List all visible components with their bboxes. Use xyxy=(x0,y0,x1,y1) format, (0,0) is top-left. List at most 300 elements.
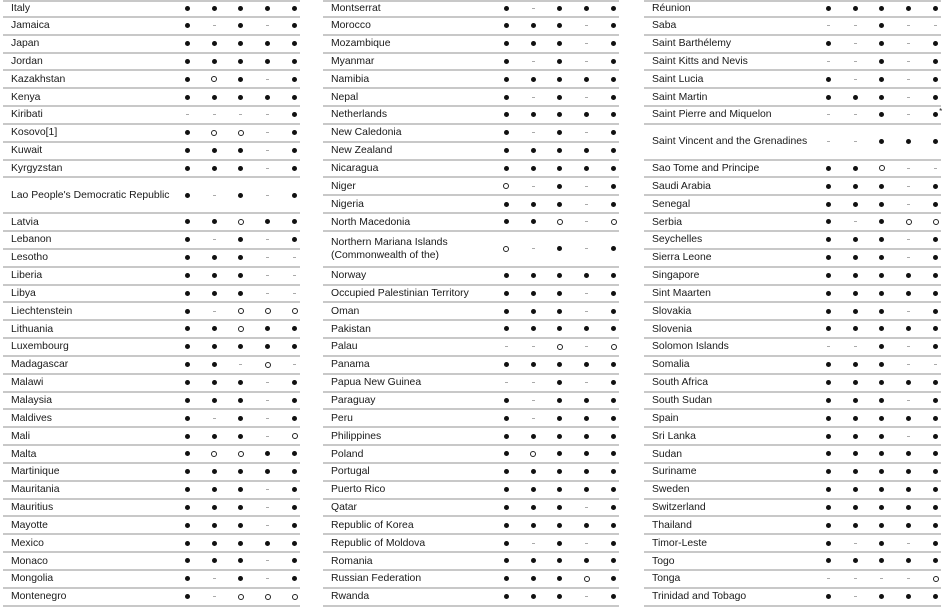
table-row xyxy=(323,143,619,161)
country-name: South Sudan xyxy=(652,394,713,406)
hollow-dot-icon xyxy=(292,433,298,439)
dash-icon xyxy=(266,239,269,240)
country-name: Saint Kitts and Nevis xyxy=(652,55,748,67)
status-cell xyxy=(842,91,869,104)
status-cell xyxy=(281,430,308,443)
status-cell xyxy=(281,55,308,68)
status-cell xyxy=(573,323,600,336)
status-cell xyxy=(842,483,869,496)
status-cell xyxy=(573,358,600,371)
filled-dot-icon xyxy=(504,202,509,207)
filled-dot-icon xyxy=(292,148,297,153)
filled-dot-icon xyxy=(504,95,509,100)
status-cell xyxy=(547,108,574,121)
filled-dot-icon xyxy=(504,594,509,599)
status-cell xyxy=(573,126,600,139)
table-row xyxy=(644,446,941,464)
status-cell xyxy=(547,2,574,15)
country-name: Nicaragua xyxy=(331,163,379,175)
country-name: Lebanon xyxy=(11,234,52,246)
filled-dot-icon xyxy=(584,6,589,11)
filled-dot-icon xyxy=(238,41,243,46)
country-name: New Caledonia xyxy=(331,127,402,139)
filled-dot-icon xyxy=(853,487,858,492)
table-row xyxy=(323,89,619,107)
filled-dot-icon xyxy=(611,487,616,492)
filled-dot-icon xyxy=(853,95,858,100)
status-cell xyxy=(869,340,896,353)
country-name: Monaco xyxy=(11,555,48,567)
filled-dot-icon xyxy=(826,398,831,403)
filled-dot-icon xyxy=(504,398,509,403)
status-cell xyxy=(228,430,255,443)
filled-dot-icon xyxy=(504,41,509,46)
status-cell xyxy=(254,144,281,157)
status-cell xyxy=(547,412,574,425)
dash-icon xyxy=(532,400,535,401)
table-row xyxy=(644,232,941,250)
filled-dot-icon xyxy=(238,558,243,563)
filled-dot-icon xyxy=(212,558,217,563)
filled-dot-icon xyxy=(557,273,562,278)
status-cell xyxy=(281,323,308,336)
status-cell xyxy=(281,91,308,104)
filled-dot-icon xyxy=(611,541,616,546)
status-cell xyxy=(547,162,574,175)
filled-dot-icon xyxy=(292,558,297,563)
status-cell xyxy=(869,376,896,389)
status-cell xyxy=(254,162,281,175)
status-cell xyxy=(201,412,228,425)
status-cell xyxy=(493,55,520,68)
filled-dot-icon xyxy=(933,95,938,100)
status-cell xyxy=(573,305,600,318)
status-cell xyxy=(600,465,627,478)
status-cell xyxy=(281,483,308,496)
status-cell xyxy=(520,144,547,157)
status-cell xyxy=(842,501,869,514)
dash-icon xyxy=(907,364,910,365)
status-cell xyxy=(895,340,922,353)
filled-dot-icon xyxy=(611,309,616,314)
table-row xyxy=(3,589,300,607)
filled-dot-icon xyxy=(933,326,938,331)
filled-dot-icon xyxy=(879,505,884,510)
dash-icon xyxy=(585,293,588,294)
filled-dot-icon xyxy=(212,344,217,349)
status-cell xyxy=(254,91,281,104)
status-cell xyxy=(493,2,520,15)
dash-icon xyxy=(585,507,588,508)
status-cell xyxy=(842,448,869,461)
filled-dot-icon xyxy=(238,6,243,11)
filled-dot-icon xyxy=(933,487,938,492)
filled-dot-icon xyxy=(185,344,190,349)
filled-dot-icon xyxy=(238,77,243,82)
filled-dot-icon xyxy=(185,416,190,421)
filled-dot-icon xyxy=(212,541,217,546)
hollow-dot-icon xyxy=(557,219,563,225)
filled-dot-icon xyxy=(853,469,858,474)
status-cell xyxy=(254,448,281,461)
status-cell xyxy=(869,412,896,425)
status-cell xyxy=(174,555,201,568)
status-cell xyxy=(815,73,842,86)
table-row xyxy=(3,286,300,304)
table-row xyxy=(644,535,941,553)
status-cell xyxy=(842,519,869,532)
hollow-dot-icon xyxy=(292,308,298,314)
dash-icon xyxy=(266,168,269,169)
status-cell xyxy=(493,73,520,86)
filled-dot-icon xyxy=(292,6,297,11)
status-cell xyxy=(520,412,547,425)
table-row xyxy=(644,464,941,482)
status-cell xyxy=(254,19,281,32)
status-cell xyxy=(869,73,896,86)
filled-dot-icon xyxy=(504,59,509,64)
table-row xyxy=(644,393,941,411)
status-cell xyxy=(281,376,308,389)
filled-dot-icon xyxy=(557,130,562,135)
status-cell xyxy=(520,323,547,336)
country-name: Tonga xyxy=(652,573,681,585)
country-name: Norway xyxy=(331,270,367,282)
table-row xyxy=(644,250,941,268)
dash-icon xyxy=(266,400,269,401)
status-cell xyxy=(174,537,201,550)
filled-dot-icon xyxy=(265,469,270,474)
filled-dot-icon xyxy=(853,6,858,11)
status-cell xyxy=(547,180,574,193)
status-cell xyxy=(600,216,627,229)
filled-dot-icon xyxy=(584,434,589,439)
filled-dot-icon xyxy=(906,139,911,144)
filled-dot-icon xyxy=(212,219,217,224)
filled-dot-icon xyxy=(504,487,509,492)
table-row xyxy=(644,54,941,72)
status-cell xyxy=(254,537,281,550)
dash-icon xyxy=(266,382,269,383)
status-cell xyxy=(573,340,600,353)
status-cell xyxy=(520,19,547,32)
filled-dot-icon xyxy=(504,541,509,546)
filled-dot-icon xyxy=(504,505,509,510)
filled-dot-icon xyxy=(238,487,243,492)
status-cell xyxy=(281,162,308,175)
filled-dot-icon xyxy=(611,326,616,331)
filled-dot-icon xyxy=(879,95,884,100)
filled-dot-icon xyxy=(212,59,217,64)
status-cell xyxy=(201,340,228,353)
dash-icon xyxy=(266,507,269,508)
filled-dot-icon xyxy=(292,416,297,421)
status-cell xyxy=(201,55,228,68)
filled-dot-icon xyxy=(212,523,217,528)
status-cell xyxy=(815,251,842,264)
filled-dot-icon xyxy=(238,255,243,260)
status-cell xyxy=(254,269,281,282)
dash-icon xyxy=(239,114,242,115)
status-cell xyxy=(254,73,281,86)
status-cell xyxy=(869,233,896,246)
status-cell xyxy=(174,126,201,139)
table-row xyxy=(323,589,619,607)
filled-dot-icon xyxy=(879,594,884,599)
filled-dot-icon xyxy=(879,541,884,546)
filled-dot-icon xyxy=(611,362,616,367)
hollow-dot-icon xyxy=(503,183,509,189)
filled-dot-icon xyxy=(611,505,616,510)
status-cell xyxy=(520,430,547,443)
filled-dot-icon xyxy=(185,576,190,581)
filled-dot-icon xyxy=(504,6,509,11)
status-cell xyxy=(895,55,922,68)
dash-icon xyxy=(266,195,269,196)
dash-icon xyxy=(213,114,216,115)
status-cell xyxy=(174,162,201,175)
status-cell xyxy=(600,323,627,336)
status-cell xyxy=(201,305,228,318)
status-cell xyxy=(842,394,869,407)
filled-dot-icon xyxy=(933,237,938,242)
hollow-dot-icon xyxy=(879,165,885,171)
filled-dot-icon xyxy=(826,416,831,421)
status-cell xyxy=(573,483,600,496)
status-cell xyxy=(842,135,869,148)
table-row xyxy=(3,18,300,36)
country-name: Saint Pierre and Miquelon xyxy=(652,109,772,121)
status-cell xyxy=(493,162,520,175)
status-cell xyxy=(895,430,922,443)
filled-dot-icon xyxy=(584,326,589,331)
status-cell xyxy=(600,180,627,193)
status-cell xyxy=(600,73,627,86)
filled-dot-icon xyxy=(504,434,509,439)
filled-dot-icon xyxy=(504,291,509,296)
status-cell xyxy=(201,233,228,246)
status-cell xyxy=(254,590,281,603)
filled-dot-icon xyxy=(933,451,938,456)
filled-dot-icon xyxy=(504,112,509,117)
status-cell xyxy=(922,198,945,211)
table-row xyxy=(3,357,300,375)
status-cell xyxy=(254,555,281,568)
filled-dot-icon xyxy=(933,416,938,421)
status-cell xyxy=(201,483,228,496)
status-cell xyxy=(547,323,574,336)
filled-dot-icon xyxy=(504,130,509,135)
status-cell xyxy=(493,126,520,139)
table-row xyxy=(644,125,941,161)
table-row xyxy=(323,36,619,54)
table-row xyxy=(3,125,300,143)
status-cell xyxy=(815,108,842,121)
status-cell xyxy=(493,358,520,371)
country-name: Republic of Korea xyxy=(331,519,414,531)
filled-dot-icon xyxy=(906,487,911,492)
status-cell xyxy=(842,323,869,336)
status-cell xyxy=(254,412,281,425)
filled-dot-icon xyxy=(826,166,831,171)
filled-dot-icon xyxy=(185,398,190,403)
dash-icon xyxy=(907,578,910,579)
country-name: Senegal xyxy=(652,198,691,210)
dash-icon xyxy=(854,79,857,80)
status-cell xyxy=(281,19,308,32)
status-cell xyxy=(815,305,842,318)
status-cell xyxy=(922,251,945,264)
dash-icon xyxy=(907,168,910,169)
filled-dot-icon xyxy=(504,23,509,28)
country-name: South Africa xyxy=(652,377,709,389)
filled-dot-icon xyxy=(292,130,297,135)
status-cell xyxy=(895,537,922,550)
country-name: Sierra Leone xyxy=(652,252,712,264)
table-row xyxy=(644,303,941,321)
status-cell xyxy=(815,519,842,532)
status-cell xyxy=(869,305,896,318)
table-row xyxy=(3,0,300,18)
filled-dot-icon xyxy=(853,184,858,189)
table-row xyxy=(3,464,300,482)
status-cell xyxy=(493,144,520,157)
table-row xyxy=(644,178,941,196)
filled-dot-icon xyxy=(557,451,562,456)
table-row xyxy=(3,321,300,339)
status-cell xyxy=(174,305,201,318)
status-cell xyxy=(815,358,842,371)
status-cell xyxy=(573,37,600,50)
status-cell xyxy=(547,37,574,50)
status-cell xyxy=(547,91,574,104)
dash-icon xyxy=(266,132,269,133)
filled-dot-icon xyxy=(557,416,562,421)
filled-dot-icon xyxy=(238,23,243,28)
status-cell xyxy=(922,91,945,104)
filled-dot-icon xyxy=(531,41,536,46)
status-cell xyxy=(573,501,600,514)
status-cell xyxy=(842,73,869,86)
dash-icon xyxy=(293,257,296,258)
dash-icon xyxy=(585,382,588,383)
status-cell xyxy=(281,572,308,585)
filled-dot-icon xyxy=(504,219,509,224)
status-cell xyxy=(228,358,255,371)
status-cell xyxy=(895,555,922,568)
table-row xyxy=(323,232,619,268)
status-cell xyxy=(895,233,922,246)
filled-dot-icon xyxy=(584,416,589,421)
filled-dot-icon xyxy=(292,344,297,349)
filled-dot-icon xyxy=(879,184,884,189)
filled-dot-icon xyxy=(906,416,911,421)
dash-icon xyxy=(532,248,535,249)
status-cell xyxy=(174,340,201,353)
filled-dot-icon xyxy=(557,148,562,153)
filled-dot-icon xyxy=(826,41,831,46)
filled-dot-icon xyxy=(584,273,589,278)
dash-icon xyxy=(934,364,937,365)
filled-dot-icon xyxy=(611,77,616,82)
country-name: Malaysia xyxy=(11,394,52,406)
filled-dot-icon xyxy=(238,576,243,581)
table-row xyxy=(323,54,619,72)
status-cell xyxy=(547,216,574,229)
filled-dot-icon xyxy=(292,59,297,64)
status-cell xyxy=(174,108,201,121)
dash-icon xyxy=(266,257,269,258)
status-cell xyxy=(895,135,922,148)
country-name: Sri Lanka xyxy=(652,430,696,442)
country-name: Poland xyxy=(331,448,364,460)
table-row xyxy=(3,375,300,393)
status-cell xyxy=(254,305,281,318)
status-cell xyxy=(869,108,896,121)
status-cell xyxy=(922,590,945,603)
filled-dot-icon xyxy=(853,558,858,563)
status-cell xyxy=(815,91,842,104)
filled-dot-icon xyxy=(185,255,190,260)
filled-dot-icon xyxy=(531,112,536,117)
filled-dot-icon xyxy=(611,148,616,153)
filled-dot-icon xyxy=(557,184,562,189)
filled-dot-icon xyxy=(826,219,831,224)
status-cell xyxy=(547,537,574,550)
dash-icon xyxy=(585,596,588,597)
dash-icon xyxy=(907,400,910,401)
status-cell xyxy=(174,269,201,282)
status-cell xyxy=(895,287,922,300)
status-cell xyxy=(201,430,228,443)
filled-dot-icon xyxy=(853,362,858,367)
status-cell xyxy=(815,430,842,443)
filled-dot-icon xyxy=(292,41,297,46)
status-cell xyxy=(547,144,574,157)
country-name: Namibia xyxy=(331,73,370,85)
status-cell xyxy=(600,501,627,514)
dash-icon xyxy=(532,132,535,133)
status-cell xyxy=(842,233,869,246)
country-name: Libya xyxy=(11,287,36,299)
status-cell xyxy=(254,572,281,585)
filled-dot-icon xyxy=(531,23,536,28)
status-cell xyxy=(254,37,281,50)
status-cell xyxy=(520,465,547,478)
hollow-dot-icon xyxy=(265,308,271,314)
status-cell xyxy=(281,465,308,478)
status-cell xyxy=(520,242,547,255)
status-cell xyxy=(895,572,922,585)
country-name: Japan xyxy=(11,38,40,50)
status-cell xyxy=(281,305,308,318)
status-cell xyxy=(254,55,281,68)
table-row xyxy=(3,232,300,250)
filled-dot-icon xyxy=(265,344,270,349)
status-cell xyxy=(895,251,922,264)
status-cell xyxy=(520,519,547,532)
filled-dot-icon xyxy=(879,380,884,385)
hollow-dot-icon xyxy=(211,76,217,82)
filled-dot-icon xyxy=(584,523,589,528)
table-row xyxy=(3,107,300,125)
hollow-dot-icon xyxy=(238,594,244,600)
dash-icon xyxy=(585,25,588,26)
dash-icon xyxy=(532,97,535,98)
filled-dot-icon xyxy=(826,95,831,100)
status-cell xyxy=(228,189,255,202)
table-row xyxy=(644,107,941,125)
